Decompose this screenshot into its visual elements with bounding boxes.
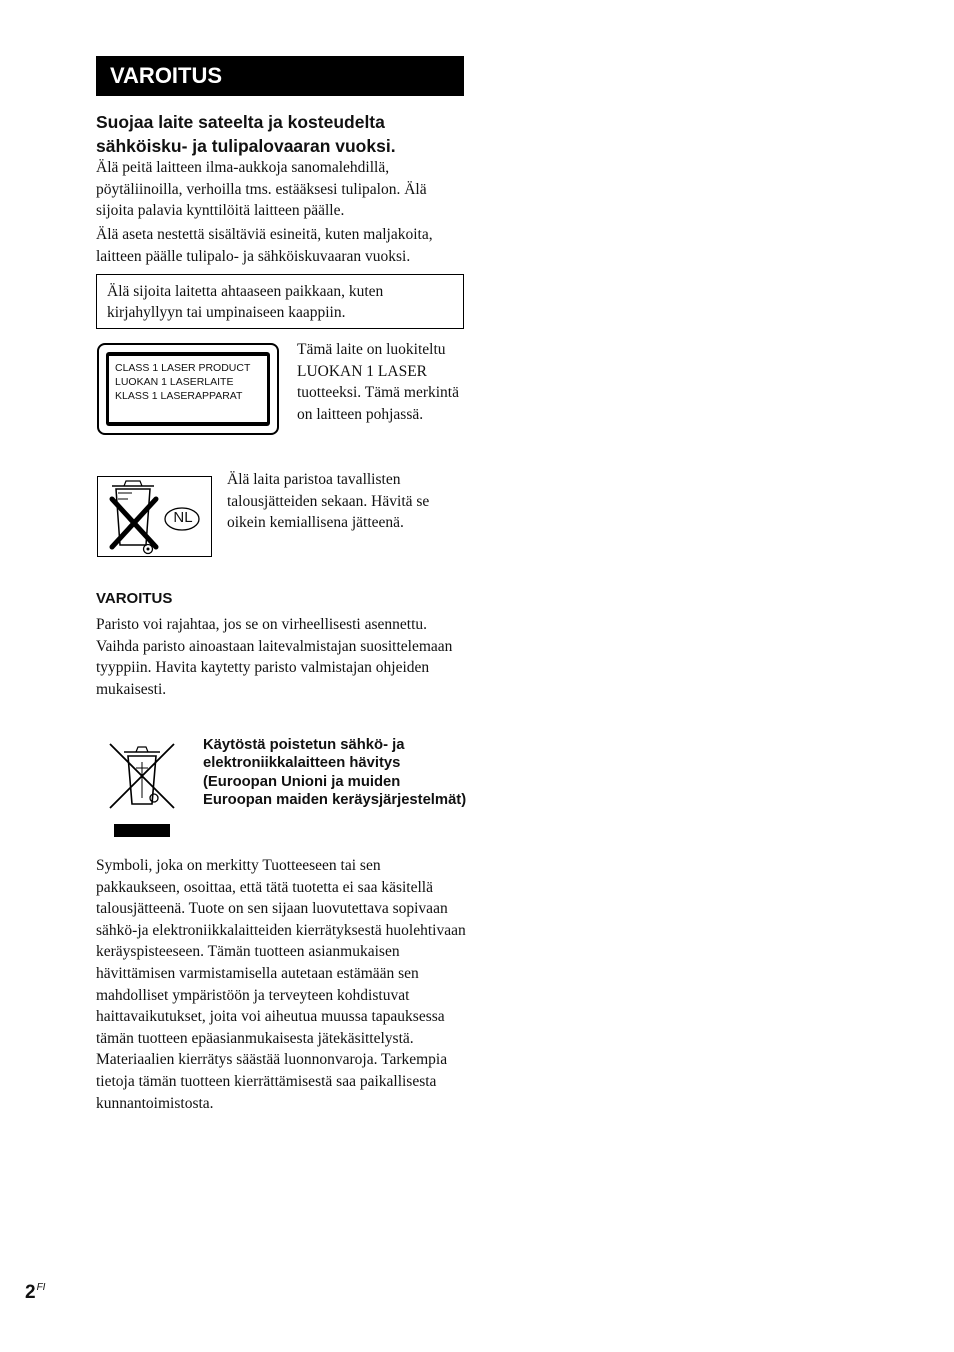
weee-text: Symboli, joka on merkitty Tuotteeseen tai sen pakkaukseen, osoittaa, että tätä tuotetta ei saa käsitellä talousjätteenä. Tuote on sen sijaan luovutettava sopivaan sähkö-ja elektroniikkalaitteiden kierrätyksestä huolehtivaan keräyspisteeseen. Tämän tuotteen asianmukaisen hävittämisen varmistamisella autetaan estämään sen mahdolliset ympäristöön ja terveyteen kohdistuvat haittavaikutukset, joita voi aiheutua muussa tapauksessa tämän tuotteen epäasianmukaisesta jätekäsittelystä. Materiaalien kierrätys säästää luonnonvaroja. Tarkempia tietoja tämän tuotteen kierrättämisestä saa paikallisesta kunnantoimistosta. (96, 857, 466, 1112)
warning-subheading: VAROITUS (96, 590, 173, 607)
weee-heading: Käytöstä poistetun sähkö- ja elektroniikkalaitteen hävitys (Euroopan Unioni ja muiden Euroopan maiden keräysjärjestelmät) (203, 737, 467, 808)
boxed-note: Älä sijoita laitetta ahtaaseen paikkaan, kuten kirjahyllyyn tai umpinaiseen kaappiin. (96, 274, 464, 329)
laser-product-label (97, 343, 279, 435)
laser-label-text (109, 356, 267, 422)
page-number-value: 2 (25, 1282, 36, 1303)
laser-description: Tämä laite on luokiteltu LUOKAN 1 LASER tuotteeksi. Tämä merkintä on laitteen pohjassä. (297, 341, 459, 423)
heading-line-2: sähköisku- ja tulipalovaaran vuoksi. (96, 136, 396, 156)
warning-text: Paristo voi rajahtaa, jos se on virheellisesti asennettu. Vaihda paristo ainoastaan laitevalmistajan suosittelemaan tyyppiin. Havita kaytetty paristo valmistajan ohjeiden mukaisesti. (96, 616, 453, 698)
paragraph-ventilation: Älä peitä laitteen ilma-aukkoja sanomalehdillä, pöytäliinoilla, verhoilla tms. estääksesi tulipalon. Älä sijoita palavia kynttilöitä laitteen päälle. (96, 159, 427, 220)
battery-disposal-symbol (97, 476, 212, 557)
weee-symbol (106, 738, 178, 840)
page-heading (96, 110, 466, 158)
page-number (25, 1282, 45, 1304)
section-banner (96, 56, 464, 96)
banner-title: VAROITUS (110, 63, 223, 88)
heading-line-1: Suojaa laite sateelta ja kosteudelta (96, 112, 385, 132)
laser-label-line: LUOKAN 1 LASERLAITE (115, 376, 234, 388)
laser-label-line: CLASS 1 LASER PRODUCT (115, 362, 251, 374)
paragraph-liquids: Älä aseta nestettä sisältäviä esineitä, kuten maljakoita, laitteen päälle tulipalo- ja sähköiskuvaaran vuoksi. (96, 226, 433, 265)
battery-description: Älä laita paristoa tavallisten talousjätteiden sekaan. Hävitä se oikein kemiallisena jätteenä. (227, 471, 430, 532)
nl-label: NL (173, 509, 193, 526)
crossed-wheelie-bin-icon (106, 738, 178, 840)
page-language-code: FI (36, 1282, 46, 1293)
laser-label-line: KLASS 1 LASERAPPARAT (115, 390, 243, 402)
